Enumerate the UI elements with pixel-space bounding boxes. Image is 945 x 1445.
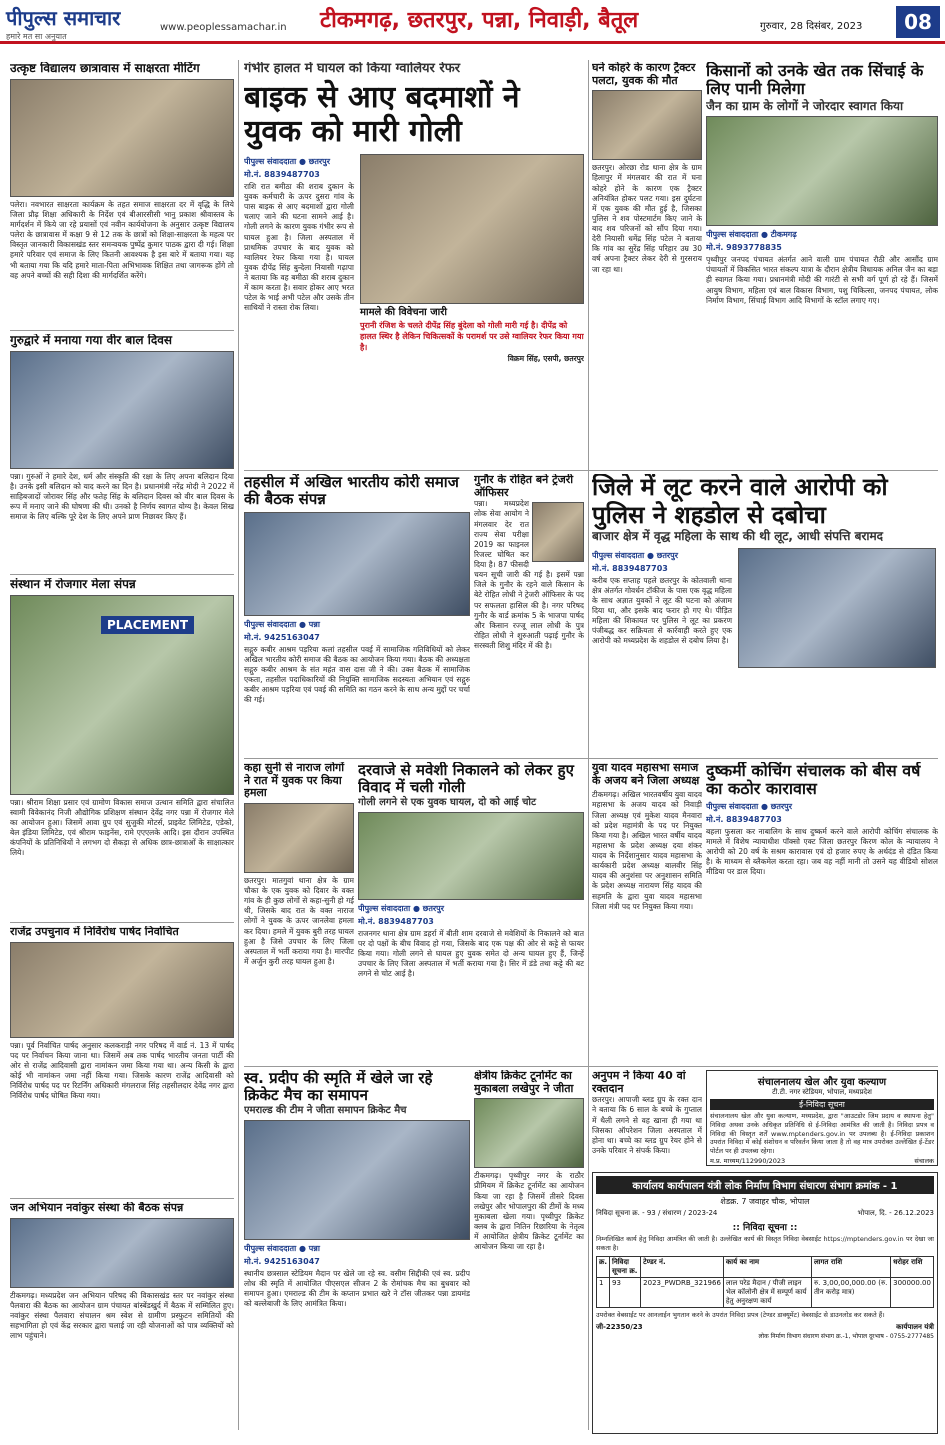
story-mobile: मो.नं. 9893778835 — [706, 243, 782, 253]
story-headline: किसानों को उनके खेत तक सिंचाई के लिए पानी मिलेगा — [706, 62, 924, 99]
story-body: राशि रात बमीठा की शराब दुकान के युवक कर्मचारी के ऊपर दुसरा गांव के पास बाइक से आए बदमाशों द्वारा गोली चलाए जाने की घटना सामने आई है। गोली लगने के कारण युवक गंभीर रूप से घायल हुआ है। जिला अस्पताल में प्राथमिक उपचार के बाद युवक को ग्वालियर रेफर किया गया है। घायल युवक दीपेंद्र सिंह बुन्देला नियासी गढ़ापा ने बताया कि वह बमीठा की शराब दुकान में काम करता है। सवार होकर आए भरत पटेल के भाई अभी पटेल और उसके तीन साथियों ने रास्ता रोक लिया। — [244, 181, 354, 313]
story-byline: पीपुल्स संवाददाता ● पन्ना — [244, 1243, 320, 1253]
sp-quote: पुरानी रंजिश के चलते दीपेंद्र सिंह बुंदेला को गोली मारी गई है। दीपेंद्र को हालत स्थिर है लेकिन चिकित्सकों के परामर्श पर उसे ग्वालियर रेफर किया गया है। — [360, 321, 584, 353]
story-mobile: मो.नं. 8839487703 — [706, 814, 782, 824]
story-lead — [244, 62, 584, 468]
tender-cell: लाल परेड मैदान / पीजी लाइन भेल कॉलोनी क्षेत्र में सम्पूर्ण कार्य हेतु अनुरक्षण कार्य — [723, 1277, 811, 1307]
tender-cell: 300000.00 — [891, 1277, 934, 1307]
notice-title: संचालनालय खेल और युवा कल्याण — [757, 1077, 887, 1088]
notice-ref-left: निविदा सूचना क्र. - 93 / संधारण / 2023-24 — [596, 1209, 718, 1217]
story-photo — [10, 942, 234, 1038]
story-cattle — [358, 762, 584, 1062]
story-body: पन्ना। पूर्व निर्वाचित पार्षद अनुसार कलकराड़ी नगर परिषद में वार्ड नं. 13 में पार्षद पद पर निर्वाचन किया जाना था। जिसमें अब तक पार्षद भारतीय जनता पार्टी की ओर से राजेंद्र आदिवासी द्वारा नामांकन जमा किया गया था। अन्य किसी के द्वारा कोई भी नामांकन जमा नहीं किया गया। जिसके कारण राजेंद्र आदिवासी को निर्विरोध पार्षद पद पर रिटर्निंग अधिकारी मंगलराज सिंह तहसीलदार देवेंद्र नगर द्वारा निर्विरोध पार्षद घोषित किया गया। — [10, 1040, 234, 1101]
story-coaching — [706, 762, 938, 1062]
notice-subtitle: टी.टी. नगर स्टेडियम, भोपाल, मध्यप्रदेश — [772, 1088, 872, 1096]
tender-header-row — [597, 1256, 934, 1277]
story-body: पन्ना। मध्यप्रदेश लोक सेवा आयोग ने मंगलवार देर रात राज्य सेवा परीक्षा 2019 का फाइनल रिजल्ट घोषित कर दिया है। 87 फीसदी चयन सूची जारी की गई है। इसमें पन्ना जिले के गुनौर के रहने वाले किसान के बेटे रोहित लोधी ने ट्रेजरी ऑफिसर के पद पर सफलता हासिल की है। नगर परिषद गुनौर के वार्ड क्रमांक 5 के भाजपा पार्षद और किसान रज्जू लाल लोधी के पुत्र रोहित लोधी ने शुरुआती पढ़ाई गुनौर के सरस्वती शिशु मंदिर में की है। — [474, 499, 584, 651]
story-kori — [244, 474, 470, 752]
notice-intro: निम्नलिखित कार्य हेतु निविदा आमंत्रित की जाती है। उल्लेखित कार्य की विस्तृत निविदा वेबसाईट https://mptenders.gov.in पर देखा जा सकता है। — [596, 1235, 934, 1252]
story-headline: उत्कृष्ट विद्यालय छात्रावास में साक्षरता मीटिंग — [10, 62, 200, 75]
story-literacy — [10, 62, 234, 326]
story-photo — [358, 812, 584, 900]
lead-headline: बाइक से आए बदमाशों ने युवक को मारी गोली — [244, 79, 520, 150]
story-divider — [10, 922, 234, 923]
dateline: गुरुवार, 28 दिसंबर, 2023 — [760, 21, 863, 32]
story-anupam — [592, 1070, 702, 1166]
story-employment — [10, 578, 234, 918]
notice-address: शेडक्र. 7 जवाहर चौक, भोपाल — [720, 1197, 810, 1206]
story-subheadline: बाजार क्षेत्र में वृद्ध महिला के साथ की थी लूट, आधी संपत्ति बरामद — [592, 529, 884, 544]
notice-signer: कार्यपालन यंत्री — [896, 1323, 934, 1332]
logo-tagline: हमारे मत सा अनुयात — [6, 32, 67, 41]
story-body: स्थानीय छत्रसाल स्टेडियम मैदान पर खेले जा रहे स्व. वसीम सिद्दीकी एवं स्व. प्रदीप लोध की स्मृति में आयोजित पीएसएल सीजन 2 के रोमांचक मैच का बुधवार को समापन हुआ। एमराल्ड की टीम के कप्तान प्रभात खरे ने टॉस जीतकर पन्ना डायमंड को बल्लेबाजी के लिए आमंत्रित किया। — [244, 1268, 470, 1308]
placement-banner: PLACEMENT — [101, 616, 194, 634]
page-number: 08 — [896, 6, 940, 38]
story-headline: घने कोहरे के कारण ट्रैक्टर पलटा, युवक की मौत — [592, 62, 696, 87]
story-tractor — [592, 62, 702, 468]
story-mobile: मो.नं. 9425163047 — [244, 1256, 320, 1266]
tender-cell: 93 — [610, 1277, 641, 1307]
story-byline: पीपुल्स संवाददाता ● छतरपुर — [244, 156, 330, 166]
story-headline: स्व. प्रदीप की स्मृति में खेले जा रहे क्रिकेट मैच का समापन — [244, 1070, 433, 1105]
story-headline: कहा सुनी से नाराज लोगों ने रात में युवक पर किया हमला — [244, 762, 345, 800]
notice-sports — [706, 1070, 938, 1166]
notice-ref: म.प्र. माध्यम/112990/2023 — [710, 1156, 786, 1165]
story-body: बहला फुसला कर नाबालिग के साथ दुष्कर्म करने वाले आरोपी कोचिंग संचालक के मामले में विशेष न्यायाधीश पॉक्सो एक्ट जिला छतरपुर किरण कोल के न्यायालय ने आरोपी को 20 वर्ष के सश्रम कारावास एवं दो हजार रुपए के अर्थदंड से दंडित किया है। के माध्यम से ब्लैकमेल करता रहा। जब वह नहीं मानी तो उसने यह वीडियो सोशल मीडिया पर डाल दिया। — [706, 826, 938, 877]
tender-header: निविदा सूचना क्र. — [610, 1256, 641, 1277]
photo-caption: मामले की विवेचना जारी — [360, 306, 447, 318]
story-headline: संस्थान में रोजगार मेला संपन्न — [10, 578, 136, 591]
column-divider — [588, 60, 589, 1430]
story-mobile: मो.नं. 8839487703 — [358, 916, 434, 926]
quote-author: विक्रम सिंह, एसपी, छतरपुर — [507, 353, 584, 363]
story-gurudwara — [10, 334, 234, 570]
tender-header: टेण्डर नं. — [641, 1256, 724, 1277]
story-mobile: मो.नं. 8839487703 — [592, 563, 668, 573]
story-byline: पीपुल्स संवाददाता ● छतरपुर — [706, 801, 792, 811]
tender-header: क्र. — [597, 1256, 610, 1277]
story-body: टीकमगढ़। मध्यप्रदेश जन अभियान परिषद की विकासखंड स्तर पर नवांकुर संस्था पैलवारा की बैठक का आयोजन ग्राम पंचायत बांस्बेंडखुर्द में बैठक में सम्मिलित हुए। नवांकुर संस्था पैलवारा संचालन श्रम स्वेश से ग्रामीण प्रस्फुटन समितियों की सहभागिता हो एवं केंद्र सरकार द्वारा चलाई जा रही योजनाओं को पात्र व्यक्तियों को लाभ पहुंचाने। — [10, 1290, 234, 1341]
lead-kicker: गंभीर हालत में घायल को किया ग्वालियर रेफर — [244, 62, 461, 76]
story-body: छतरपुर। मातगुवां थाना क्षेत्र के ग्राम चौका के एक युवक को दिवार के वक्त गांव के ही कुछ लोगों से कहा-सुनी हो गई थी, जिसके बाद रात के वक्त नाराज लोगों ने युवक के ऊपर जानलेवा हमला कर दिया। हमले में युवक बुरी तरह घायल हुआ है जिसे उपचार के लिए जिला अस्पताल में भर्ती कराया गया है। मारपीट में अर्जुन कुरी तरह घायल हुआ है। — [244, 875, 354, 966]
tender-cell: रु. 3,00,00,000.00 (रु. तीन करोड़ मात्र) — [811, 1277, 890, 1307]
story-body: टीकमगढ़। पृथ्वीपुर नगर के राठौर प्रीमियम में क्रिकेट टूर्नामेंट का आयोजन किया जा रहा है जिसमें तीसरे दिवस लखेपुर और भोपालपुरा की टीमों के मध्य मुकाबला खेला गया। पृथ्वीपुर क्रिकेट क्लब के द्वारा नितिन रिछारिया के नेतृत्व में आयोजित क्षेत्रीय क्रिकेट टूर्नामेंट का आयोजन किया जा रहा है। — [474, 1171, 584, 1252]
story-byline: पीपुल्स संवाददाता ● छतरपुर — [592, 550, 678, 560]
story-headline: युवा यादव महासभा समाज के अजय बने जिला अध्यक्ष — [592, 762, 700, 787]
tender-table — [596, 1256, 934, 1308]
districts-title: टीकमगढ़, छतरपुर, पन्ना, निवाड़ी, बैतूल — [320, 8, 639, 33]
story-headline: अनुपम ने किया 40 वां रक्तदान — [592, 1070, 686, 1095]
story-body: राजनगर थाना क्षेत्र ग्राम डहर्रा में बीती शाम दरवाजे से मवेशियों के निकालने को बात पर दो पक्षों के बीच विवाद हो गया, जिसके बाद एक पक्ष की ओर से कट्टे से फायर किया गया। गोली लगने से घायल हुए युवक समेत दो अन्य घायल हुए हैं, जिन्हें उपचार के लिए जिला अस्पताल में भर्ती कराया गया है। सिर में डंडे तथा कट्टे की बट लगने से चोट आई है। — [358, 928, 584, 978]
story-youth — [592, 762, 702, 1062]
story-photo — [10, 79, 234, 197]
story-councillor — [10, 926, 234, 1194]
story-body: पलेरा। नवभारत साक्षरता कार्यक्रम के तहत समाज साक्षरता दर में वृद्धि के लिये जिला प्रौढ़ शिक्षा अधिकारी के निर्देश एवं बीआरसीसी भानु प्रकाश श्रीवास्तव के मार्गदर्शन में किये जा रहे प्रयासों एवं नवीन कार्ययोजना के अनुसार उत्कृष्ट विद्यालय पलेरा के छात्रावास में कक्षा 9 से 12 तक के छात्रों को शिक्षा-साक्षरता के महत्व पर विस्तृत जानकारी विकासखंड स्तर समन्वयक पुष्पेंद्र कुमार पाठक द्वारा दी गई। शिक्षा हमारे परिवार एवं समाज के लिए कितनी आवश्यक है इस बारे में बताया गया। यह भी बताया गया कि यदि हमारे माता-पिता अभिभावक शिक्षित तथा जागरूक होंगे तो वह अपने बच्चों की सही दिशा की मार्गदर्शित करेंगे। — [10, 199, 234, 280]
story-headline: गुनौर के रोहित बने ट्रेजरी ऑफिसर — [474, 474, 574, 499]
story-subheadline: गोली लगने से एक युवक घायल, दो को आई चोट — [358, 796, 537, 808]
notice-pwd — [592, 1172, 938, 1434]
notice-body: संचालनालय खेल और युवा कल्याण, मध्यप्रदेश, द्वारा "आउटडोर जिम प्रदाय व स्थापना हेतु" निविदा अथवा उनके अधिकृत प्रतिनिधि से ई-निविदा आमंत्रित की जाती है। निविदा प्रपत्र व निविदा की विस्तृत शर्तें www.mptenders.gov.in पर उपलब्ध है। ई-निविदा प्रकाशन उपरांत निविदा में कोई संशोधन व परिवर्तन किया जाता है तो वह मात्र उपरोक्त उल्लेखित ई-टेंडर पोर्टल पर ही उपलब्ध रहेगा। — [710, 1112, 934, 1156]
story-photo — [706, 116, 938, 226]
lead-photo — [360, 154, 584, 304]
tender-cell: 2023_PWDRB_321966 — [641, 1277, 724, 1307]
story-byline: पीपुल्स संवाददाता ● पन्ना — [244, 619, 320, 629]
story-body: पन्ना। गुरुओं ने हमारे देश, धर्म और संस्कृति की रक्षा के लिए अपना बलिदान दिया है। उनके इसी बलिदान को याद करने का दिन है। प्रधानमंत्री नरेंद्र मोदी ने 2022 में साहिबजादों जोरावर सिंह और फतेह सिंह के बलिदान दिवस को वीर बाल दिवस के रूप में मनाए जाने की घोषणा की थी। उनको है निर्णय स्वागत योग्य है। केवल सिख समाज के लिए बल्कि पूरे देश के लिए अपने प्राण निछावर किए हैं। — [10, 471, 234, 522]
tender-header: कार्य का नाम — [723, 1256, 811, 1277]
story-photo — [244, 1120, 470, 1240]
story-photo — [738, 548, 936, 668]
story-body: छतरपुर। ओरछा रोड थाना क्षेत्र के ग्राम हिलापुर में मंगलवार की रात में घना कोहरे होने के कारण एक ट्रैक्टर अनियंत्रित होकर पलट गया। इस दुर्घटना में एक युवक की मौत हुई है, जिसका पुलिस ने शव पोस्टमार्टम किए जाने के बाद शव परिजनों को सौंप दिया गया। देरी नियासी धमेंद्र सिंह पटेल ने बताया कि गांव का सुरेंद्र सिंह परिहार उम्र 30 वर्ष अपना ट्रैक्टर लेकर देरी से गुरसराय जा रहा था। — [592, 163, 702, 274]
story-cricket-final — [244, 1070, 470, 1434]
story-headline: दुष्कर्मी कोचिंग संचालक को बीस वर्ष का कठोर कारावास — [706, 762, 921, 799]
story-photo — [474, 1098, 584, 1168]
notice-footer: उपरोक्त वेबसाईट पर आनलाईन भुगतान करने के उपरांत निविदा प्रपत्र (टेण्डर डाक्यूमेंट) वेबसाईट से डाउनलोड कर सकते हैं। — [596, 1310, 885, 1319]
tender-cell: 1 — [597, 1277, 610, 1307]
story-divider — [244, 1066, 938, 1067]
story-divider — [10, 1198, 234, 1199]
notice-band: :: निविदा सूचना :: — [732, 1223, 798, 1233]
portrait-photo — [532, 502, 584, 562]
story-divider — [244, 470, 938, 471]
story-body: सद्गुरु कबीर आश्रम पड़रिया कलां तहसील पवई में सामाजिक गतिविधियों को लेकर अखिल भारतीय कोरी समाज की बैठक का आयोजन किया गया। बैठक की अध्यक्षता सद्गुरु कबीर आश्रम के संत महंत वास दास जी ने की। उक्त बैठक में सामाजिक एकता, तहसील पदाधिकारियों की नियुक्ति सामाजिक सदस्यता अभियान एवं सद्गुरु कबीर आश्रम पड़रिया एवं पवई की समिति का गठन करने के साथ अन्य मुद्दों पर चर्चा की गई। — [244, 644, 470, 705]
story-divider — [10, 574, 234, 575]
story-mobile: मो.नं. 9425163047 — [244, 632, 320, 642]
logo-text: पीपुल्स समाचार — [6, 6, 121, 30]
notice-band: ई-निविदा सूचना — [710, 1099, 934, 1110]
story-photo — [10, 1218, 234, 1288]
story-subheadline: एमराल्ड की टीम ने जीता समापन क्रिकेट मैच — [244, 1104, 407, 1116]
story-photo — [10, 351, 234, 469]
story-headline: राजेंद्र उपचुनाव में निर्विरोध पार्षद निर्वाचित — [10, 926, 179, 938]
notice-signer-sub: लोक निर्माण विभाग संधारण संभाग क्र.-1, भोपाल दूरभाष - 0755-2777485 — [758, 1333, 934, 1341]
masthead — [0, 0, 945, 44]
story-photo — [244, 512, 470, 616]
newspaper-logo — [6, 4, 120, 42]
tender-header: धरोहर राशि — [891, 1256, 934, 1277]
story-divider — [10, 330, 234, 331]
story-byline: पीपुल्स संवाददाता ● टीकमगढ़ — [706, 230, 797, 240]
story-cricket-regional — [474, 1070, 584, 1434]
notice-signer: संचालक — [914, 1156, 934, 1165]
story-loot — [592, 474, 938, 758]
website-url: www.peoplessamachar.in — [160, 22, 287, 33]
story-photo — [592, 90, 702, 160]
story-subheadline: जैन का ग्राम के लोगों ने जोरदार स्वागत किया — [706, 98, 904, 113]
story-photo — [244, 803, 354, 873]
notice-title: कार्यालय कार्यपालन यंत्री लोक निर्माण विभाग संधारण संभाग क्रमांक - 1 — [596, 1176, 934, 1194]
story-kashi — [244, 762, 354, 1062]
story-body: छतरपुर। आपाजी ब्लड ग्रुप के रक्त दान ने बताया कि 6 साल के बच्चे के गुप्ताल में थैली लगने से वह खाना ही गया था जिसका ऑपरेशन जिला अस्पताल में होना था। बच्चे का ब्लड ग्रुप रेयर होने से उनके परिवार ने संपर्क किया। — [592, 1095, 702, 1155]
story-irrigation — [706, 62, 938, 468]
tender-row — [597, 1277, 934, 1307]
story-divider — [244, 758, 938, 759]
story-headline: जिले में लूट करने वाले आरोपी को पुलिस ने शहडोल से दबोचा — [592, 474, 888, 529]
story-treasury — [474, 474, 584, 752]
column-divider — [238, 60, 239, 1430]
story-body: पन्ना। श्रीराम शिक्षा प्रसार एवं ग्रामोण विकास समाज उत्थान समिति द्वारा संचालित स्वामी विवेकानंद निजी औद्योगिक प्रशिक्षण संस्थान देवेंद्र नगर पन्ना में रोजगार मेले का आयोजन हुआ। जिसमें आवा ग्रुप एवं सुजुकी मोटर्स, प्राइवेट लिमिटेड, एडेको, बेल इंडिया लिमिटेड, एवं श्रीराम फाइनेंस, रामे एएएलके आदि। इस दौरान उपस्थित कंपनियों के प्रतिनिधियों ने लगभग दो सैकड़ा से अधिक छात्र-छात्राओं के साक्षात्कार लिये। — [10, 797, 234, 858]
story-janabhiyan — [10, 1202, 234, 1434]
story-byline: पीपुल्स संवाददाता ● छतरपुर — [358, 903, 444, 913]
story-body: टीकमगढ़। अखिल भारतवर्षीय युवा यादव महासभा के अजय यादव को निवाड़ी जिला अध्यक्ष एवं मुकेश यादव मैनवारा को प्रदेश महामंत्री के पद पर नियुक्त किया गया है। अखिल भारत वर्षीय यादव महासभा के प्रदेश अध्यक्ष दया शंकर यादव के निर्देशानुसार यादव महासभा के कार्यकारी प्रदेश अध्यक्ष बालवीर सिंह यादव की अनुशंसा पर अनुशासन समिति के प्रदेश अध्यक्ष नारायण सिंह यादव की सहमति के द्वारा युवा यादव महासभा जिला मंत्री पद पर नियुक्त किया गया। — [592, 790, 702, 911]
notice-code: जी-22350/23 — [596, 1323, 643, 1332]
notice-ref-right: भोपाल, दि. - 26.12.2023 — [857, 1209, 934, 1217]
story-photo — [10, 595, 234, 795]
story-headline: तहसील में अखिल भारतीय कोरी समाज की बैठक संपन्न — [244, 474, 459, 509]
story-mobile: मो.नं. 8839487703 — [244, 169, 320, 179]
tender-header: लागत राशि — [811, 1256, 890, 1277]
story-body: पृथ्वीपुर जनपद पंचायत अंतर्गत आने वाली ग्राम पंचायत रौठी और आसौंद ग्राम पंचायतों में विकसित भारत संकल्प यात्रा के दौरान क्षेत्रीय विधायक अनिल जैन का बड़ा ही स्वागत किया गया। प्रधानमंत्री मोदी की गारंटी से सभी वर्ग पूर्ण हो रहे हैं। जिसमें आयुष विभाग, महिला एवं बाल विकास विभाग, पशु चिकित्सा, जनपद पंचायत, लोक निर्माण विभाग, सिंचाई विभाग आदि विभागों के स्टॉल लगाए गए। — [706, 255, 938, 305]
story-body: करीब एक सप्ताह पहले छतरपुर के कोतवाली थाना क्षेत्र अंतर्गत गोवर्धन टॉकीज के पास एक वृद्ध महिला के साथ अज्ञात युवकों ने लूट की घटना को अंजाम दिया था, और इसके बाद फरार हो गए थे। पीड़ित महिला की शिकायत पर पुलिस ने लूट का प्रकरण पंजीबद्ध कर सक्रियता से कार्रवाही करते हुए एक आरोपी को मध्यप्रदेश के शहडोल से दबोच लिया है। — [592, 575, 732, 646]
story-headline: दरवाजे से मवेशी निकालने को लेकर हुए विवाद में चली गोली — [358, 762, 574, 797]
story-headline: क्षेत्रीय क्रिकेट टूर्नामेंट का मुकाबला लखेपुर ने जीता — [474, 1070, 574, 1095]
story-headline: गुरुद्वारे में मनाया गया वीर बाल दिवस — [10, 334, 172, 347]
story-headline: जन अभियान नवांकुर संस्था की बैठक संपन्न — [10, 1202, 184, 1214]
